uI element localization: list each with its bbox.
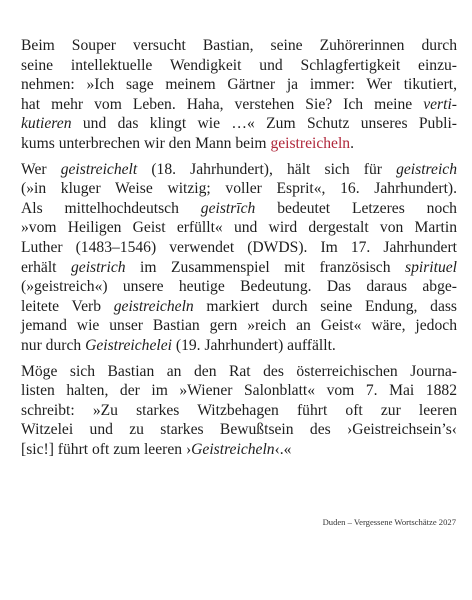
italic-term: geistreicheln [113,297,194,315]
italic-term: kutieren [21,115,72,133]
text-line: [sic!] führt oft zum leeren ›Geistreicheln‹.« [21,440,292,458]
italic-term: Geistreicheln [191,440,275,458]
text-line: (»in kluger Weise witzig; voller Esprit«, 16. Jahrhundert). [21,180,457,198]
text-line: Wer geistreichelt (18. Jahrhundert), hält sich für geistreich [21,160,457,178]
italic-term: geistrīch [200,199,256,217]
text-line: (»geistreich«) unsere heutige Bedeutung. Das daraus abge- [21,278,457,296]
text-line: hat mehr vom Leben. Haha, verstehen Sie? Ich meine verti- [21,95,457,113]
text-line: erhält geistrich im Zusammenspiel mit französisch spirituel [21,258,457,276]
text-line: listen halten, der im »Wiener Salonblatt« vom 7. Mai 1882 [21,382,457,400]
text-line: nur durch Geistreichelei (19. Jahrhundert) auffällt. [21,336,336,354]
text-line: Als mittelhochdeutsch geistrīch bedeutet Letzeres noch [21,199,457,217]
italic-term: geistrich [70,258,126,276]
paragraph-3 [21,362,457,460]
text-line: kums unterbrechen wir den Mann beim geistreicheln. [21,134,355,152]
page-footer: Duden – Vergessene Wortschätze 2027 [322,517,456,527]
text-line: leitete Verb geistreicheln markiert durch seine Endung, dass [21,297,457,315]
text-line: Luther (1483–1546) verwendet (DWDS). Im 17. Jahrhundert [21,238,457,256]
text-line: Beim Souper versucht Bastian, seine Zuhörerinnen durch [21,37,457,54]
text-line: kutieren und das klingt wie …« Zum Schutz unseres Publi- [21,115,457,133]
text-line: Witzelei und zu starkes Bewußtsein des ›Geistreichsein’s‹ [21,421,457,439]
text-line: »vom Heiligen Geist erfüllt« und wird dergestalt von Martin [21,219,457,237]
text-line: schreibt: »Zu starkes Witzbehagen führt oft zur leeren [21,401,457,419]
page-body [21,36,457,459]
text-line: jemand wie unser Bastian gern »reich an Geist« wäre, jedoch [21,317,457,335]
highlighted-headword: geistreicheln [270,134,351,152]
italic-term: verti- [423,95,457,113]
italic-term: geistreichelt [60,160,138,178]
italic-term: Geistreichelei [85,336,172,354]
text-line: nehmen: »Ich sage meinem Gärtner ja immer: Wer tikutiert, [21,76,457,94]
italic-term: spirituel [405,258,457,276]
paragraph-1 [21,36,457,154]
paragraph-2 [21,160,457,356]
italic-term: geistreich [396,160,457,178]
text-line: Möge sich Bastian an den Rat des österreichischen Journa- [21,362,457,380]
text-line: seine intellektuelle Wendigkeit und Schlagfertigkeit einzu- [21,56,457,74]
